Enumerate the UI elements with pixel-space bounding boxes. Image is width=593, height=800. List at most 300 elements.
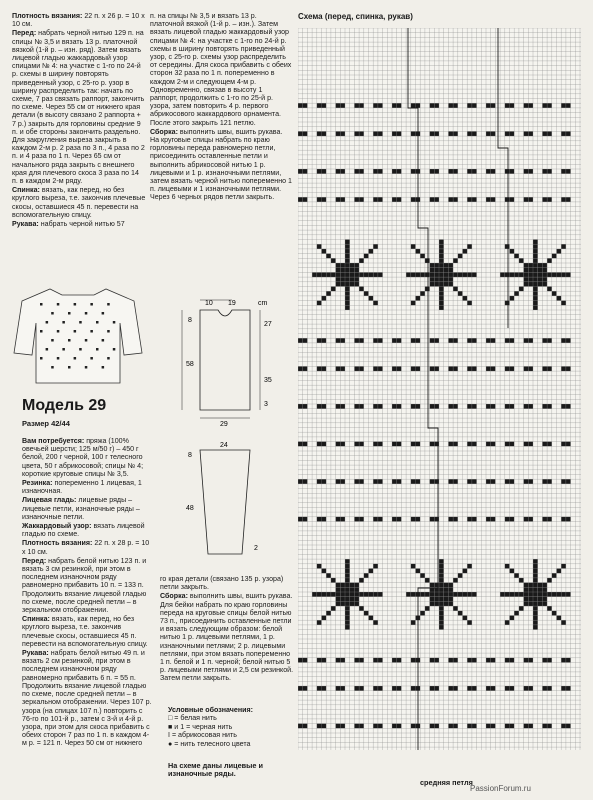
chart-cell [528, 601, 533, 606]
chart-cell [397, 658, 402, 663]
chart-cell [317, 197, 322, 202]
chart-cell [303, 338, 308, 343]
chart-cell [317, 131, 322, 136]
chart-cell [411, 442, 416, 447]
chart-cell [467, 169, 472, 174]
chart-cell [340, 103, 345, 108]
middle-stitch-label: средняя петля [420, 778, 473, 787]
chart-cell [542, 268, 547, 273]
chart-cell [547, 338, 552, 343]
chart-cell [486, 366, 491, 371]
chart-cell [448, 479, 453, 484]
chart-cell [444, 597, 449, 602]
chart-cell [378, 338, 383, 343]
chart-cell [566, 103, 571, 108]
chart-cell [336, 169, 341, 174]
chart-cell [510, 686, 515, 691]
chart-cell [486, 442, 491, 447]
chart-cell [547, 724, 552, 729]
chart-cell [336, 131, 341, 136]
chart-cell [322, 131, 327, 136]
chart-cell [336, 442, 341, 447]
chart-cell [439, 296, 444, 301]
chart-cell [533, 564, 538, 569]
chart-cell [547, 479, 552, 484]
chart-cell [524, 442, 529, 447]
chart-cell [397, 724, 402, 729]
chart-cell [439, 277, 444, 282]
legend [168, 706, 293, 748]
chart-cell [439, 240, 444, 245]
chart-cell [528, 404, 533, 409]
chart-cell [472, 658, 477, 663]
chart-cell [547, 258, 552, 263]
chart-cell [430, 282, 435, 287]
chart-cell [486, 404, 491, 409]
chart-cell [434, 282, 439, 287]
chart-cell [303, 724, 308, 729]
chart-cell [510, 338, 515, 343]
chart-cell [420, 291, 425, 296]
chart-cell [557, 616, 562, 621]
chart-cell [528, 268, 533, 273]
chart-cell [322, 169, 327, 174]
dim-top: 10 [205, 300, 213, 307]
chart-cell [533, 249, 538, 254]
chart-cell [510, 103, 515, 108]
chart-cell [439, 611, 444, 616]
chart-cell [467, 404, 472, 409]
chart-cell [434, 268, 439, 273]
chart-cell [566, 442, 571, 447]
text-column-middle [150, 12, 292, 203]
chart-cell [491, 724, 496, 729]
chart-cell [359, 517, 364, 522]
chart-cell [430, 442, 435, 447]
chart-cell [416, 249, 421, 254]
chart-cell [345, 268, 350, 273]
chart-cell [336, 592, 341, 597]
chart-cell [561, 169, 566, 174]
chart-cell [542, 272, 547, 277]
chart-cell [505, 658, 510, 663]
dim-cm: cm [258, 300, 268, 307]
chart-cell [448, 277, 453, 282]
chart-cell [336, 366, 341, 371]
chart-cell [430, 272, 435, 277]
chart-cell [416, 272, 421, 277]
chart-cell [430, 404, 435, 409]
chart-cell [505, 338, 510, 343]
chart-cell [547, 517, 552, 522]
chart-cell [538, 282, 543, 287]
chart-cell [439, 564, 444, 569]
chart-cell [505, 564, 510, 569]
chart-cell [439, 625, 444, 630]
chart-cell [547, 592, 552, 597]
paragraph-text: выполнить швы, вшить рукава. Для бейки набрать по краю горловины переда на круговые спицы белой нитью 73 п., присоединить оставленные петли и вязать следующим образом: белой нитью 1 р. лицевыми петлями, 1 р. изнаночными петлями; 2 р. лицевыми петлями, при этом вязать попеременно 1 п. белой и 1 п. черной; белой нитью 5 р. лицевыми петлями и 2,5 см резинкой. Затем петли закрыть. [160, 592, 294, 683]
chart-cell [336, 587, 341, 592]
chart-cell [317, 658, 322, 663]
chart-cell [491, 479, 496, 484]
chart-cell [561, 686, 566, 691]
chart-cell [411, 564, 416, 569]
chart-cell [322, 724, 327, 729]
chart-cell [373, 272, 378, 277]
chart-cell [345, 272, 350, 277]
chart-cell [510, 616, 515, 621]
chart-cell [528, 587, 533, 592]
chart-cell [510, 442, 515, 447]
chart-cell [505, 197, 510, 202]
paragraph [22, 437, 152, 478]
chart-cell [566, 272, 571, 277]
chart-cell [397, 169, 402, 174]
chart-cell [340, 724, 345, 729]
chart-cell [345, 601, 350, 606]
chart-cell [439, 287, 444, 292]
paragraph-heading: Вам потребуется: [22, 437, 85, 445]
chart-cell [392, 479, 397, 484]
chart-cell [378, 517, 383, 522]
chart-cell [453, 272, 458, 277]
chart-cell [416, 479, 421, 484]
chart-cell [547, 686, 552, 691]
paragraph-heading: Плотность вязания: [12, 12, 83, 20]
chart-cell [542, 282, 547, 287]
paragraph [22, 649, 152, 747]
chart-cell [533, 287, 538, 292]
chart-cell [359, 724, 364, 729]
chart-cell [354, 479, 359, 484]
chart-cell [369, 592, 374, 597]
sweater-motif [57, 357, 60, 360]
chart-cell [378, 724, 383, 729]
chart-cell [322, 249, 327, 254]
chart-cell [416, 338, 421, 343]
dim-left8: 8 [188, 317, 192, 324]
chart-cell [434, 724, 439, 729]
chart-cell [552, 254, 557, 259]
chart-cell [373, 338, 378, 343]
chart-cell [420, 573, 425, 578]
chart-cell [430, 268, 435, 273]
chart-cell [472, 592, 477, 597]
chart-cell [542, 479, 547, 484]
chart-cell [359, 338, 364, 343]
chart-cell [397, 103, 402, 108]
chart-cell [505, 620, 510, 625]
chart-cell [528, 724, 533, 729]
legend-item: ● = нить телесного цвета [168, 739, 251, 748]
chart-cell [519, 258, 524, 263]
chart-cell [514, 592, 519, 597]
chart-cell [303, 517, 308, 522]
chart-cell [533, 583, 538, 588]
chart-cell [378, 103, 383, 108]
chart-cell [524, 103, 529, 108]
chart-cell [322, 272, 327, 277]
paragraph-heading: Сборка: [150, 127, 178, 136]
chart-cell [416, 442, 421, 447]
chart-cell [354, 131, 359, 136]
chart-cell [542, 366, 547, 371]
chart-cell [317, 169, 322, 174]
chart-cell [505, 686, 510, 691]
chart-cell [336, 263, 341, 268]
chart-cell [505, 301, 510, 306]
chart-cell [524, 597, 529, 602]
chart-cell [467, 479, 472, 484]
chart-cell [444, 587, 449, 592]
chart-cell [491, 131, 496, 136]
chart-cell [463, 616, 468, 621]
chart-cell [547, 131, 552, 136]
chart-cell [533, 296, 538, 301]
paragraph-heading: Лицевая гладь: [22, 496, 77, 505]
chart-cell [561, 404, 566, 409]
chart-cell [298, 517, 303, 522]
chart-cell [486, 479, 491, 484]
chart-cell [528, 263, 533, 268]
chart-cell [345, 573, 350, 578]
chart-cell [566, 517, 571, 522]
paragraph [12, 29, 146, 185]
chart-note: На схеме даны лицевые и изнаночные ряды. [168, 761, 263, 779]
chart-cell [439, 569, 444, 574]
chart-cell [350, 601, 355, 606]
chart-cell [538, 597, 543, 602]
chart-cell [528, 442, 533, 447]
chart-cell [373, 620, 378, 625]
text-column-left [12, 12, 146, 229]
sweater-motif [40, 357, 43, 360]
chart-cell [345, 583, 350, 588]
chart-cell [373, 479, 378, 484]
chart-cell [439, 616, 444, 621]
paragraph [22, 522, 152, 538]
legend-title: Условные обозначения: [168, 706, 254, 714]
paragraph-text: п. на спицы № 3,5 и вязать 13 р. платочной вязкой (1-й р. – изн.). Затем вязать лицевой гладью жаккардовый узор спицами № 4: на участке с 1-го по 24-й р. схемы в ширину повторять приведенный узор, с 25-го р. схемы узор распределить от середины. Для скоса прибавить с обеих сторон 32 раза по 1 п. попеременно в каждом 2-м и следующем 4-м р. Одновременно, связав в высоту 1 раппорт, продолжить с 1-го по 25-й р. узора, затем повторить 4 р. первого абрикосового жаккардового орнамента. После этого закрыть 121 петлю. [150, 12, 292, 127]
chart-cell [340, 272, 345, 277]
chart-cell [561, 338, 566, 343]
sweater-motif [96, 321, 99, 324]
chart-cell [444, 592, 449, 597]
dim-r27: 27 [264, 321, 272, 328]
chart-cell [557, 569, 562, 574]
chart-cell [561, 131, 566, 136]
chart-cell [514, 611, 519, 616]
chart-cell [528, 169, 533, 174]
dim-r35: 35 [264, 377, 272, 384]
chart-cell [340, 263, 345, 268]
chart-cell [524, 479, 529, 484]
chart-cell [354, 366, 359, 371]
chart-cell [345, 611, 350, 616]
paragraph [22, 539, 152, 555]
chart-cell [519, 578, 524, 583]
chart-cell [411, 301, 416, 306]
chart-cell [505, 366, 510, 371]
chart-cell [317, 404, 322, 409]
chart-cell [547, 578, 552, 583]
chart-cell [434, 404, 439, 409]
chart-cell [448, 592, 453, 597]
chart-cell [524, 587, 529, 592]
chart-cell [434, 686, 439, 691]
watermark: PassionForum.ru [470, 784, 531, 793]
chart-cell [392, 658, 397, 663]
chart-cell [434, 597, 439, 602]
chart-cell [359, 404, 364, 409]
chart-cell [510, 197, 515, 202]
chart-cell [411, 272, 416, 277]
chart-cell [528, 103, 533, 108]
chart-cell [345, 569, 350, 574]
chart-cell [439, 601, 444, 606]
chart-cell [350, 282, 355, 287]
chart-cell [317, 338, 322, 343]
chart-cell [411, 724, 416, 729]
chart-cell [557, 296, 562, 301]
sweater-motif [62, 348, 65, 351]
paragraph-text: набрать черной нитью 57 [38, 220, 125, 229]
chart-cell [322, 404, 327, 409]
chart-cell [439, 272, 444, 277]
chart-cell [561, 366, 566, 371]
sweater-motif [46, 348, 49, 351]
chart-cell [519, 272, 524, 277]
chart-cell [453, 131, 458, 136]
chart-cell [453, 442, 458, 447]
sweater-motif [85, 339, 88, 342]
sweater-motif [102, 339, 105, 342]
sweater-motif [90, 357, 93, 360]
chart-cell [434, 277, 439, 282]
paragraph-text: пряжа (100% овечьей шерсти; 125 м/50 г) – 450 г белой, 200 г черной, 100 г телесного цвета, 50 г абрикосовой; спицы № 4; короткие круговые спицы № 3,5. [22, 437, 144, 478]
chart-cell [486, 517, 491, 522]
chart-cell [528, 517, 533, 522]
chart-cell [439, 244, 444, 249]
chart-cell [458, 272, 463, 277]
sweater-motif [90, 303, 93, 306]
chart-cell [448, 169, 453, 174]
chart-cell [430, 277, 435, 282]
sweater-motif [107, 330, 110, 333]
chart-cell [510, 366, 515, 371]
chart-cell [331, 606, 336, 611]
sweater-motif [90, 330, 93, 333]
chart-cell [345, 254, 350, 259]
chart-cell [453, 338, 458, 343]
chart-cell [430, 263, 435, 268]
chart-cell [542, 338, 547, 343]
chart-cell [326, 611, 331, 616]
chart-cell [354, 686, 359, 691]
chart-cell [420, 592, 425, 597]
chart-cell [552, 611, 557, 616]
chart-cell [444, 583, 449, 588]
chart-cell [322, 442, 327, 447]
chart-cell [416, 103, 421, 108]
chart-cell [359, 131, 364, 136]
chart-cell [411, 658, 416, 663]
chart-cell [378, 592, 383, 597]
chart-cell [345, 258, 350, 263]
chart-cell [322, 338, 327, 343]
paragraph-text: 22 п. х 26 р. = 10 х 10 см. [12, 12, 145, 29]
chart-cell [430, 103, 435, 108]
chart-cell [369, 296, 374, 301]
chart-cell [491, 169, 496, 174]
chart-cell [533, 254, 538, 259]
chart-cell [322, 296, 327, 301]
chart-cell [524, 169, 529, 174]
chart-cell [322, 686, 327, 691]
chart-cell [533, 282, 538, 287]
chart-cell [336, 724, 341, 729]
chart-cell [354, 517, 359, 522]
chart-cell [524, 592, 529, 597]
sleeve-dim-2: 2 [254, 545, 258, 552]
chart-cell [340, 197, 345, 202]
chart-cell [420, 272, 425, 277]
chart-cell [378, 131, 383, 136]
chart-cell [336, 583, 341, 588]
chart-cell [345, 282, 350, 287]
chart-cell [491, 442, 496, 447]
chart-cell [542, 583, 547, 588]
chart-cell [528, 658, 533, 663]
paragraph [12, 186, 146, 219]
chart-cell [392, 338, 397, 343]
chart-cell [439, 249, 444, 254]
chart-cell [538, 272, 543, 277]
chart-cell [298, 724, 303, 729]
chart-cell [430, 597, 435, 602]
chart-cell [336, 197, 341, 202]
chart-cell [345, 592, 350, 597]
chart-cell [542, 442, 547, 447]
sweater-motif [96, 348, 99, 351]
chart-cell [458, 592, 463, 597]
chart-cell [345, 606, 350, 611]
chart-cell [411, 366, 416, 371]
chart-cell [397, 686, 402, 691]
chart-cell [439, 254, 444, 259]
sweater-motif [74, 357, 77, 360]
chart-cell [510, 569, 515, 574]
chart-cell [467, 620, 472, 625]
chart-cell [566, 131, 571, 136]
chart-cell [434, 592, 439, 597]
chart-cell [448, 658, 453, 663]
chart-cell [439, 263, 444, 268]
chart-cell [467, 442, 472, 447]
chart-cell [345, 305, 350, 310]
chart-cell [463, 296, 468, 301]
chart-cell [486, 338, 491, 343]
chart-cell [538, 583, 543, 588]
chart-cell [519, 287, 524, 292]
chart-cell [303, 197, 308, 202]
chart-cell [561, 272, 566, 277]
chart-cell [359, 103, 364, 108]
chart-cell [510, 169, 515, 174]
chart-cell [378, 366, 383, 371]
chart-cell [538, 268, 543, 273]
chart-cell [533, 291, 538, 296]
